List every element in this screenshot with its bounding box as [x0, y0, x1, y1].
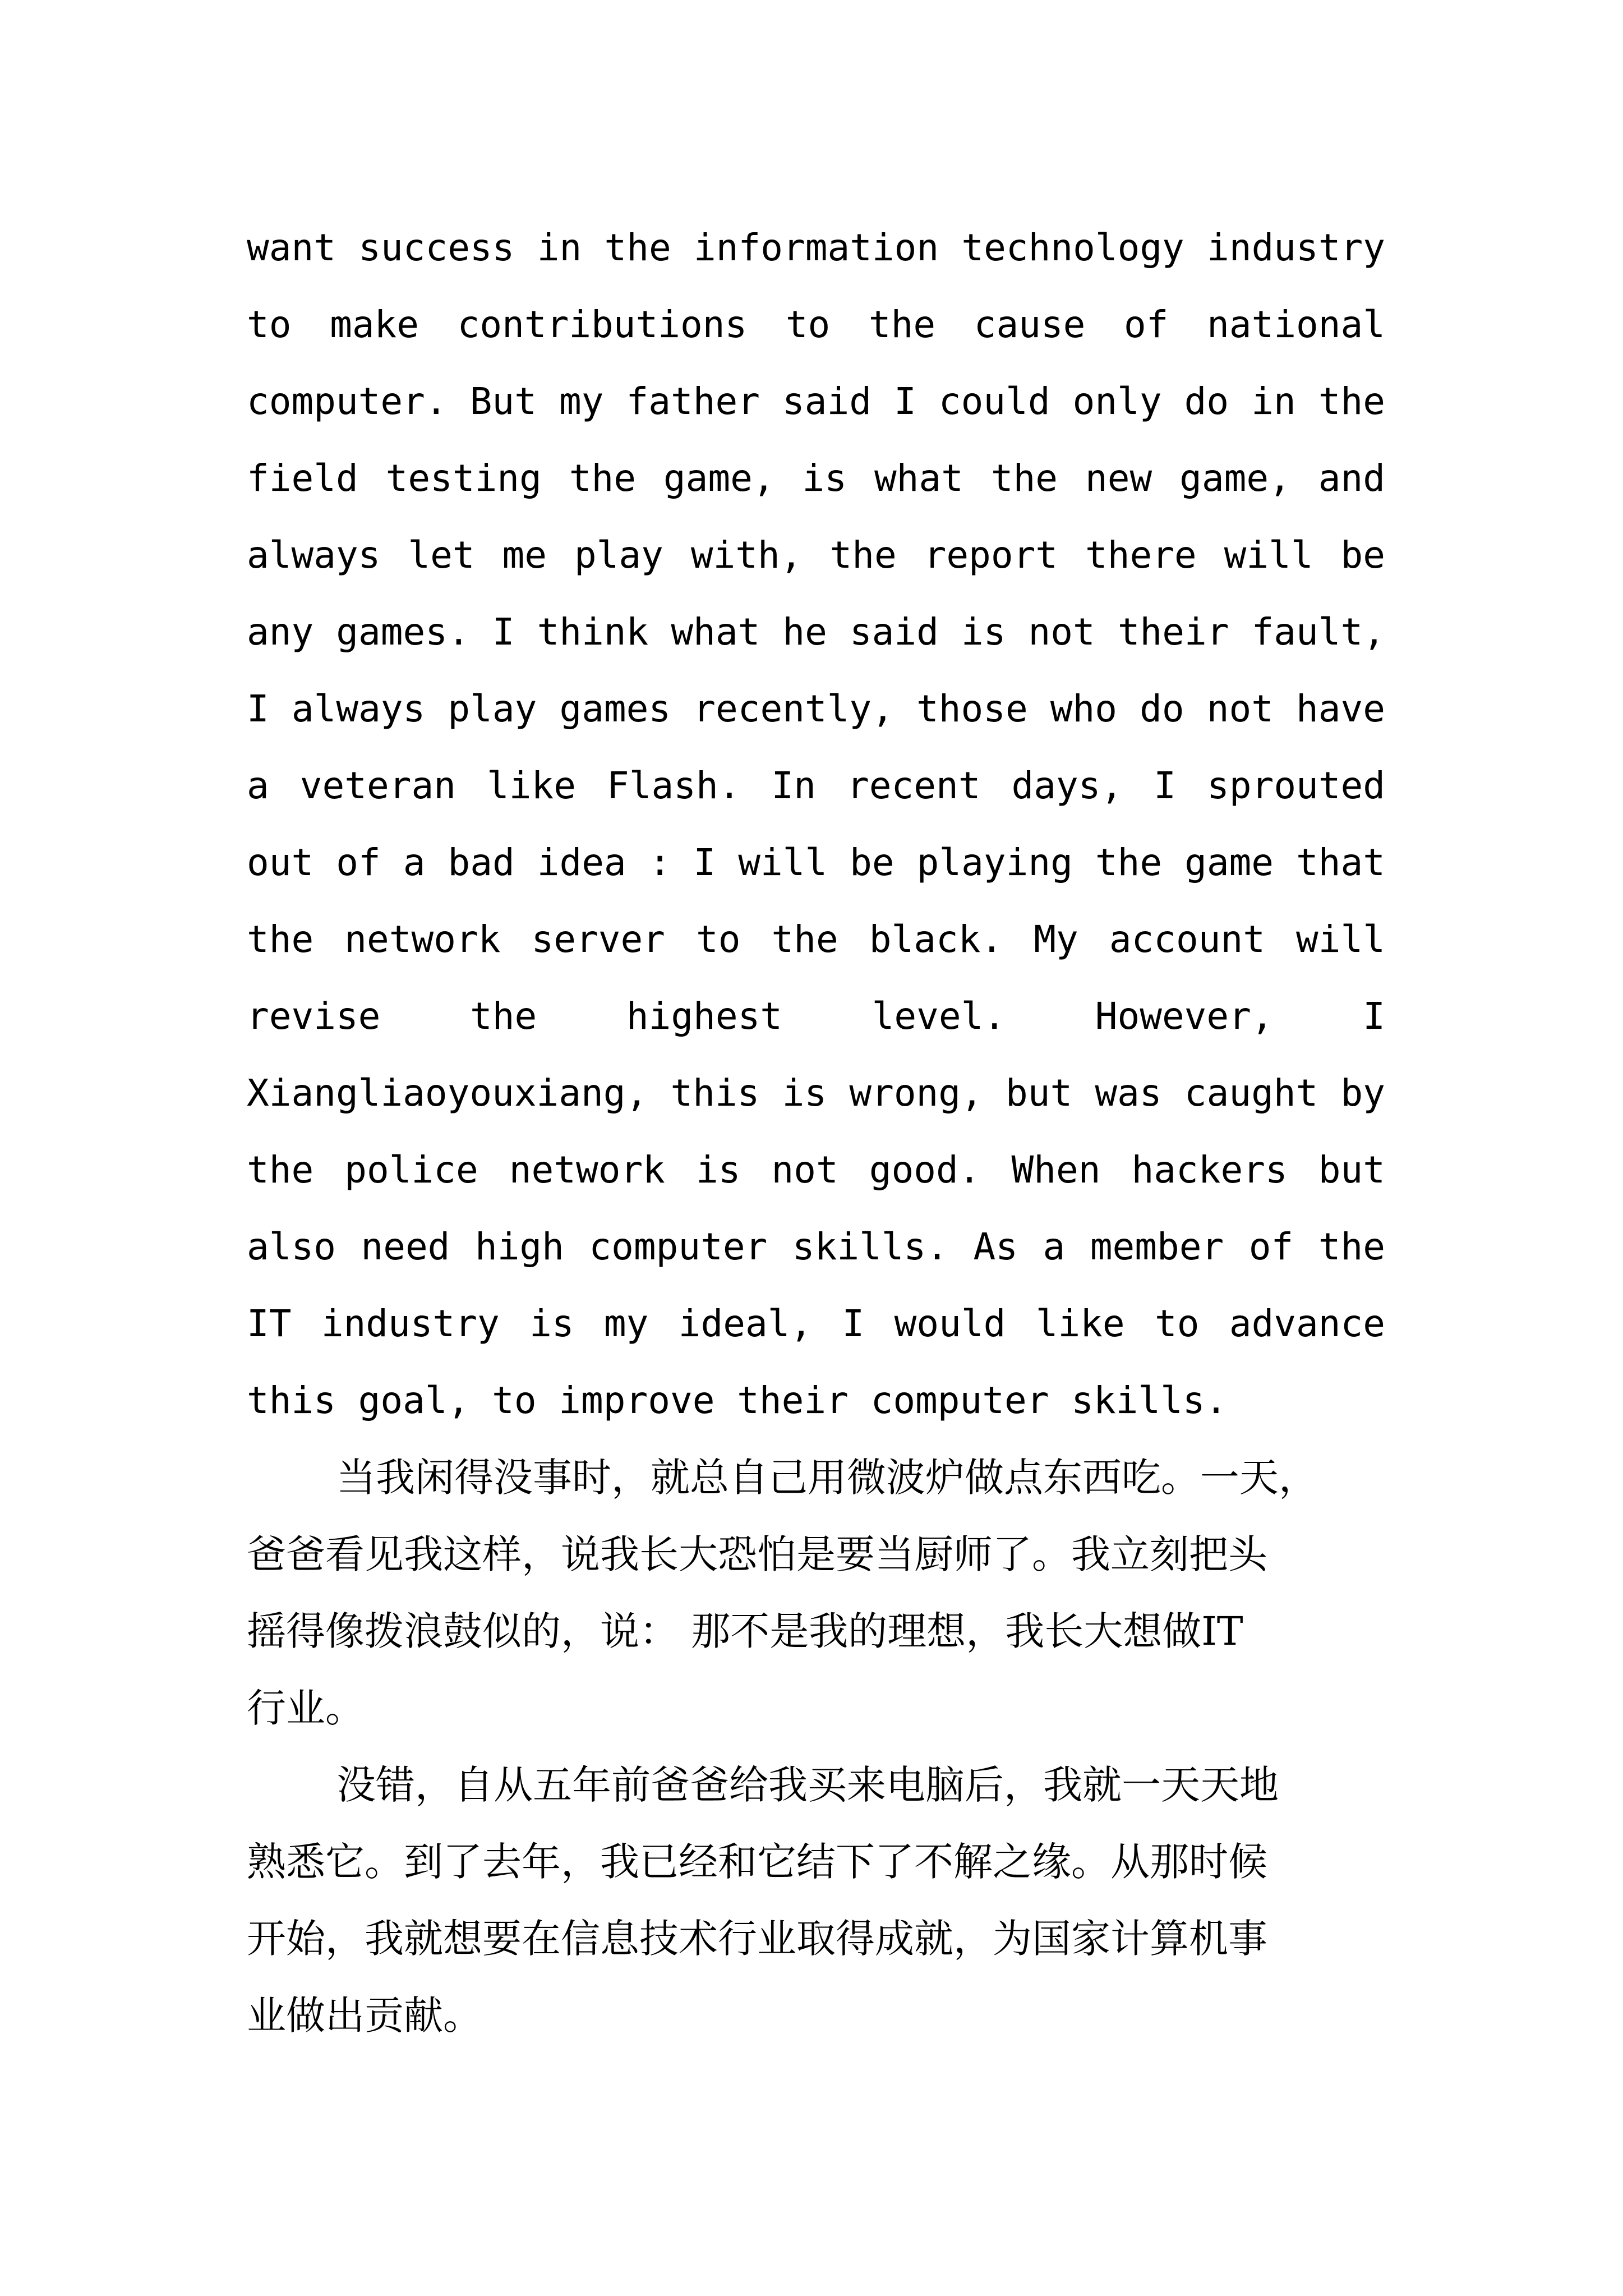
paragraph-line: 当我闲得没事时，就总自己用微波炉做点东西吃。一天， — [336, 1455, 1318, 1501]
paragraph-line: 开始，我就想要在信息技术行业取得成就，为国家计算机事 — [247, 1916, 1267, 1962]
text-line: out of a bad idea : I will be playing the game that — [247, 841, 1385, 884]
text-line: to make contributions to the cause of national — [247, 303, 1385, 346]
text-line: always let me play with, the report there will be — [247, 533, 1385, 577]
text-line: a veteran like Flash. In recent days, I sprouted — [247, 764, 1385, 807]
paragraph-line: 摇得像拨浪鼓似的，说： 那不是我的理想，我长大想做IT — [247, 1608, 1243, 1654]
text-line: any games. I think what he said is not their fault, — [247, 610, 1385, 654]
text-line: also need high computer skills. As a member of the — [247, 1225, 1385, 1268]
text-line: field testing the game, is what the new game, and — [247, 457, 1385, 500]
text-line: I always play games recently, those who do not have — [247, 687, 1385, 730]
text-line: computer. But my father said I could only do in the — [247, 380, 1385, 423]
text-line: Xiangliaoyouxiang, this is wrong, but was caught by — [247, 1071, 1385, 1115]
paragraph-line: 熟悉它。到了去年，我已经和它结下了不解之缘。从那时候 — [247, 1839, 1267, 1885]
text-line: this goal, to improve their computer skills. — [247, 1379, 1228, 1422]
text-line: revise the highest level. However, I — [247, 995, 1385, 1038]
text-line: IT industry is my ideal, I would like to advance — [247, 1302, 1385, 1345]
text-line: want success in the information technology industry — [247, 226, 1385, 269]
body-text — [247, 220, 1385, 2064]
text-line: the police network is not good. When hackers but — [247, 1148, 1385, 1191]
paragraph-line: 没错，自从五年前爸爸给我买来电脑后，我就一天天地 — [336, 1762, 1279, 1808]
paragraph-line: 行业。 — [247, 1685, 365, 1731]
text-line: the network server to the black. My account will — [247, 918, 1385, 961]
paragraph-line: 爸爸看见我这样，说我长大恐怕是要当厨师了。我立刻把头 — [247, 1531, 1267, 1577]
paragraph-line: 业做出贡献。 — [247, 1993, 482, 2039]
